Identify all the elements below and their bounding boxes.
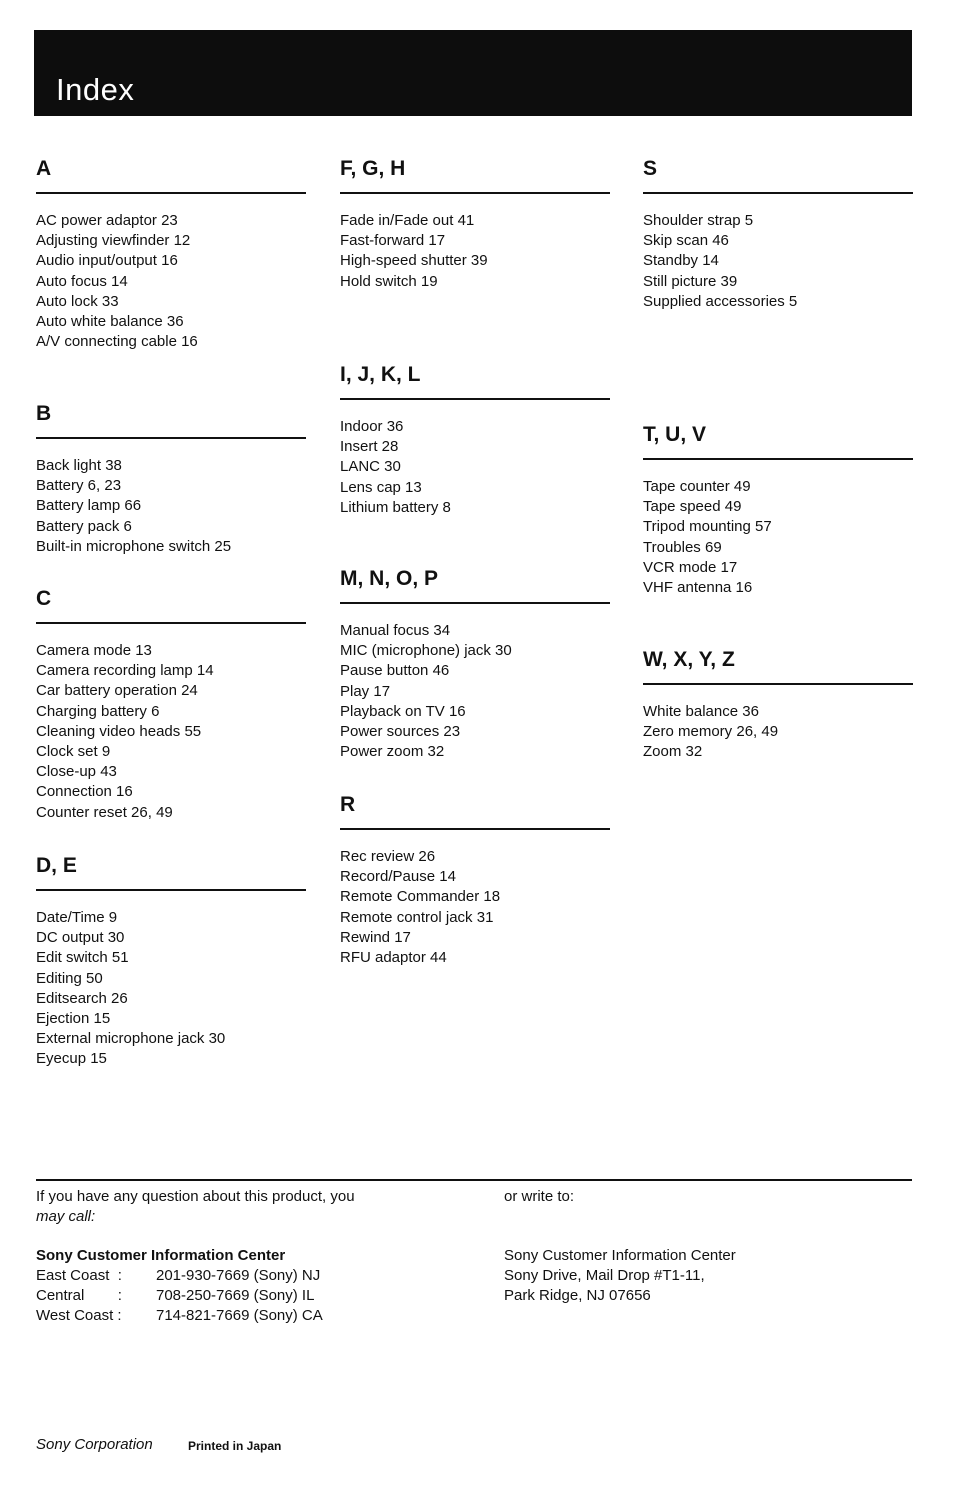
index-entry: Insert 28 <box>340 438 399 456</box>
section-rule <box>340 398 610 400</box>
section-heading: A <box>36 157 52 180</box>
section-heading: B <box>36 402 52 425</box>
phone-region: Central : <box>36 1287 122 1304</box>
index-entry: Built-in microphone switch 25 <box>36 537 232 555</box>
index-section-a <box>36 156 306 352</box>
section-heading: R <box>340 793 356 816</box>
index-entry: Still picture 39 <box>643 272 738 290</box>
index-entry: Hold switch 19 <box>340 272 438 290</box>
write-intro: or write to: <box>504 1188 575 1205</box>
phone-region: West Coast : <box>36 1307 122 1324</box>
phone-number: 201-930-7669 (Sony) NJ <box>156 1267 321 1284</box>
index-entry: High-speed shutter 39 <box>340 252 488 270</box>
phone-number: 714-821-7669 (Sony) CA <box>156 1307 323 1324</box>
phone-row-east <box>36 1266 323 1286</box>
index-entry: Auto focus 14 <box>36 272 128 290</box>
address-line: Park Ridge, NJ 07656 <box>504 1287 651 1304</box>
index-section-r <box>340 792 610 968</box>
footer-divider <box>36 1179 912 1181</box>
index-entry: Tripod mounting 57 <box>643 518 772 536</box>
index-entry: Shoulder strap 5 <box>643 212 754 229</box>
index-entry: Cleaning video heads 55 <box>36 722 202 740</box>
index-entry: Camera recording lamp 14 <box>36 662 214 680</box>
index-entry: Adjusting viewfinder 12 <box>36 232 191 250</box>
section-heading: M, N, O, P <box>340 567 439 590</box>
index-entry: Manual focus 34 <box>340 622 451 639</box>
index-entry: Zoom 32 <box>643 743 703 761</box>
index-entry: Audio input/output 16 <box>36 252 178 270</box>
index-entry: Battery lamp 66 <box>36 497 142 515</box>
index-entry: Battery 6, 23 <box>36 477 122 495</box>
section-rule <box>643 683 913 685</box>
section-heading: T, U, V <box>643 423 707 446</box>
section-rule <box>340 192 610 194</box>
section-heading: D, E <box>36 854 77 877</box>
index-entry: LANC 30 <box>340 458 401 476</box>
index-entry: Skip scan 46 <box>643 232 729 250</box>
center-name: Sony Customer Information Center <box>36 1247 286 1264</box>
index-entry: Playback on TV 16 <box>340 702 466 720</box>
call-intro <box>36 1187 355 1227</box>
index-section-d-e <box>36 853 306 1070</box>
index-entry: Car battery operation 24 <box>36 682 198 700</box>
index-entry: MIC (microphone) jack 30 <box>340 642 512 660</box>
index-entry: Remote control jack 31 <box>340 908 494 926</box>
call-intro-line-1: If you have any question about this product, you <box>36 1188 355 1205</box>
address-line: Sony Customer Information Center <box>504 1247 736 1264</box>
section-heading: W, X, Y, Z <box>643 648 735 671</box>
index-entry: Supplied accessories 5 <box>643 292 798 310</box>
index-entry: Battery pack 6 <box>36 517 132 535</box>
phone-region: East Coast : <box>36 1267 122 1284</box>
section-rule <box>643 192 913 194</box>
index-entry: White balance 36 <box>643 703 759 720</box>
index-entry: Back light 38 <box>36 457 122 474</box>
mailing-address <box>504 1246 736 1306</box>
index-entry: AC power adaptor 23 <box>36 212 178 229</box>
section-heading: I, J, K, L <box>340 363 421 386</box>
index-section-f-g-h <box>340 156 610 292</box>
call-intro-line-2: may call: <box>36 1208 96 1225</box>
section-rule <box>36 889 306 891</box>
index-entry: Tape speed 49 <box>643 498 742 516</box>
corporation-name: Sony Corporation <box>36 1436 153 1453</box>
index-entry: VHF antenna 16 <box>643 579 753 597</box>
phone-block <box>36 1246 323 1326</box>
section-rule <box>340 602 610 604</box>
index-section-t-u-v <box>643 422 913 598</box>
index-entry: Editsearch 26 <box>36 989 128 1007</box>
index-entry: Troubles 69 <box>643 538 722 556</box>
index-entry: Rec review 26 <box>340 848 436 865</box>
index-entry: Date/Time 9 <box>36 909 118 926</box>
index-entry: Play 17 <box>340 682 391 700</box>
index-entry: Close-up 43 <box>36 763 117 781</box>
index-section-b <box>36 401 306 557</box>
index-section-c <box>36 586 306 823</box>
index-entry: Ejection 15 <box>36 1010 111 1028</box>
index-section-i-j-k-l <box>340 362 610 518</box>
index-entry: Eyecup 15 <box>36 1050 107 1068</box>
index-entry: Zero memory 26, 49 <box>643 723 779 741</box>
index-entry: Standby 14 <box>643 252 719 270</box>
index-entry: Lithium battery 8 <box>340 498 451 516</box>
address-line: Sony Drive, Mail Drop #T1-11, <box>504 1267 705 1284</box>
index-entry: External microphone jack 30 <box>36 1030 226 1048</box>
index-entry: Lens cap 13 <box>340 478 422 496</box>
index-entry: Auto white balance 36 <box>36 313 184 331</box>
index-entry: Record/Pause 14 <box>340 868 456 886</box>
index-entry: Connection 16 <box>36 783 133 801</box>
index-entry: Power zoom 32 <box>340 743 445 761</box>
index-entry: Camera mode 13 <box>36 642 152 659</box>
index-entry: Edit switch 51 <box>36 949 129 967</box>
index-entry: Charging battery 6 <box>36 702 160 720</box>
index-entry: Fast-forward 17 <box>340 232 446 250</box>
index-entry: Auto lock 33 <box>36 292 119 310</box>
section-heading: C <box>36 587 52 610</box>
index-entry: Power sources 23 <box>340 723 461 741</box>
index-entry: VCR mode 17 <box>643 558 738 576</box>
index-entry: Counter reset 26, 49 <box>36 803 173 821</box>
section-rule <box>36 437 306 439</box>
section-rule <box>36 192 306 194</box>
index-entry: DC output 30 <box>36 929 125 947</box>
index-entry: Editing 50 <box>36 969 103 987</box>
phone-number: 708-250-7669 (Sony) IL <box>156 1287 315 1304</box>
printed-in: Printed in Japan <box>188 1439 282 1453</box>
index-entry: Clock set 9 <box>36 743 111 761</box>
index-section-w-x-y-z <box>643 647 913 763</box>
index-section-m-n-o-p <box>340 566 610 762</box>
phone-row-west <box>36 1306 323 1326</box>
index-entry: Rewind 17 <box>340 928 411 946</box>
section-heading: S <box>643 157 658 180</box>
index-entry: A/V connecting cable 16 <box>36 333 198 351</box>
index-entry: Indoor 36 <box>340 418 404 435</box>
index-banner <box>34 30 912 116</box>
phone-row-central <box>36 1286 323 1306</box>
section-rule <box>340 828 610 830</box>
index-section-s <box>643 156 913 312</box>
section-rule <box>643 458 913 460</box>
section-rule <box>36 622 306 624</box>
index-entry: Fade in/Fade out 41 <box>340 212 475 229</box>
page-title: Index <box>56 72 135 107</box>
section-heading: F, G, H <box>340 157 406 180</box>
index-entry: RFU adaptor 44 <box>340 949 447 967</box>
index-entry: Remote Commander 18 <box>340 888 501 906</box>
index-entry: Tape counter 49 <box>643 478 751 495</box>
index-entry: Pause button 46 <box>340 662 450 680</box>
